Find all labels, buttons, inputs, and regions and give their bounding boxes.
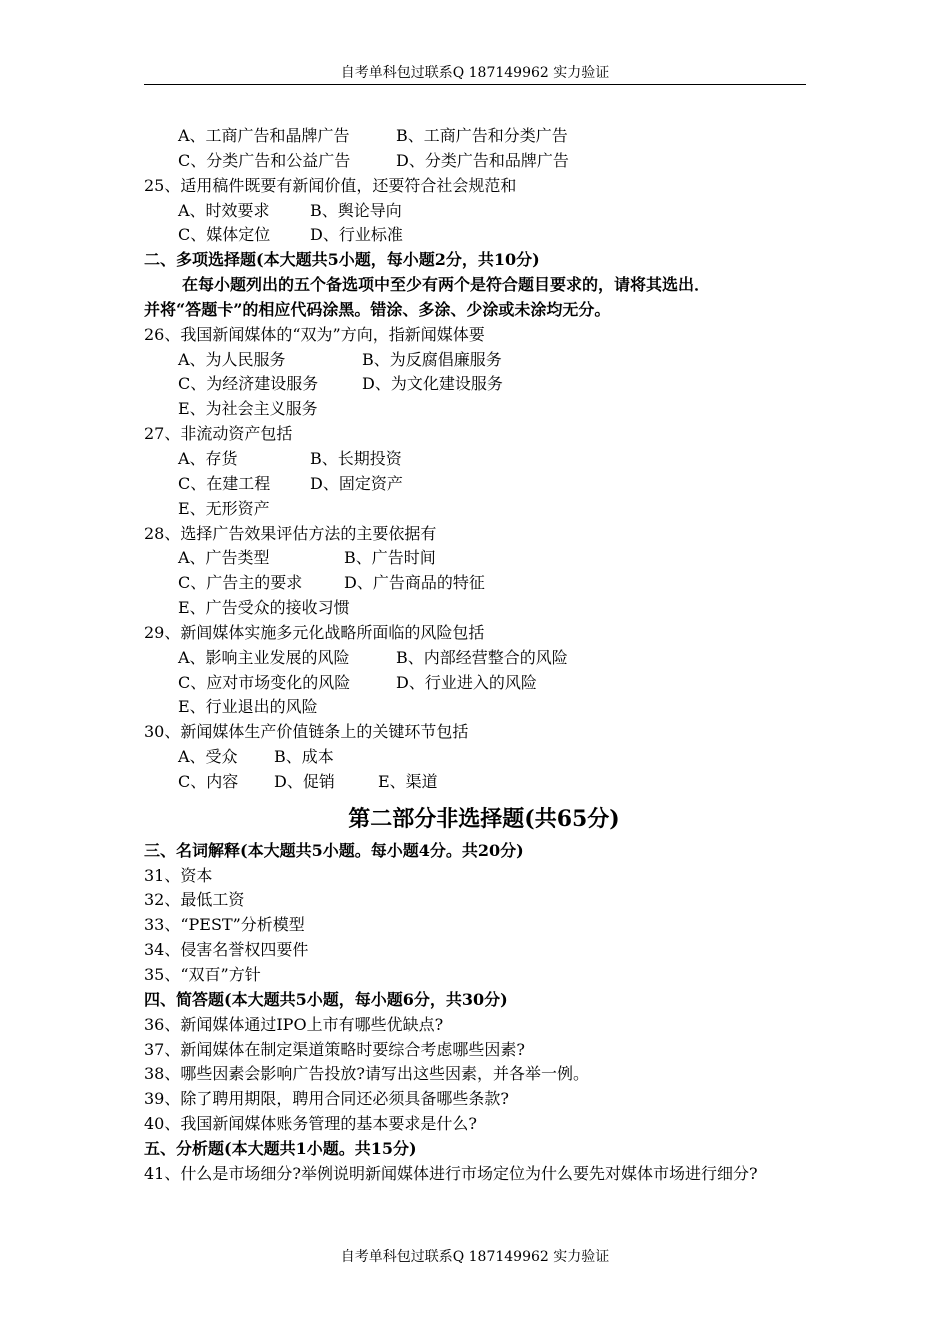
q26-option-b: B、为反腐倡廉服务 [362, 349, 502, 369]
q27-options-row-1 [144, 447, 824, 472]
q24-option-c: C、分类广告和公益广告 [178, 150, 351, 170]
q27-option-a: A、存货 [178, 448, 238, 468]
question-item: 40、我国新闻媒体账务管理的基本要求是什么? [144, 1114, 477, 1134]
q29-options-row-1 [144, 646, 824, 671]
question-item: 33、“PEST”分析模型 [144, 915, 305, 935]
section-4-title: 四、简答题(本大题共5小题，每小题6分，共30分) [144, 989, 508, 1009]
q25-stem: 25、适用稿件既要有新闻价值，还要符合社会规范和 [144, 175, 517, 195]
q26-option-d: D、为文化建设服务 [362, 374, 503, 394]
q30-option-b: B、成本 [274, 747, 334, 767]
q30-option-c: C、内容 [178, 771, 239, 791]
q25-option-d: D、行业标准 [310, 225, 403, 245]
q26-option-e: E、为社会主义服务 [178, 399, 318, 419]
q30-options-row-1 [144, 745, 824, 770]
q29-option-c: C、应对市场变化的风险 [178, 672, 351, 692]
q26-options-row-3 [144, 397, 824, 422]
q30-option-e: E、渠道 [378, 771, 438, 791]
question-item: 38、哪些因素会影响广告投放?请写出这些因素，并各举一例。 [144, 1064, 589, 1084]
question-item: 32、最低工资 [144, 890, 245, 910]
q25-option-b: B、舆论导向 [310, 200, 402, 220]
question-item: 41、什么是市场细分?举例说明新闻媒体进行市场定位为什么要先对媒体市场进行细分? [144, 1163, 758, 1183]
q26-options-row-1 [144, 348, 824, 373]
q28-option-c: C、广告主的要求 [178, 573, 303, 593]
q30-stem: 30、新闻媒体生产价值链条上的关键环节包括 [144, 722, 469, 742]
question-item: 36、新闻媒体通过IPO上市有哪些优缺点? [144, 1014, 444, 1034]
q29-options-row-2 [144, 671, 824, 696]
section-5-title: 五、分析题(本大题共1小题。共15分) [144, 1138, 417, 1158]
q28-stem: 28、选择广告效果评估方法的主要依据有 [144, 523, 437, 543]
q28-option-b: B、广告时间 [344, 548, 436, 568]
q26-stem: 26、我国新闻媒体的“双为”方向，指新闻媒体要 [144, 324, 485, 344]
q28-options-row-3 [144, 596, 824, 621]
q27-options-row-2 [144, 472, 824, 497]
q29-option-d: D、行业进入的风险 [396, 672, 537, 692]
q28-options-row-1 [144, 546, 824, 571]
section-2-title: 二、多项选择题(本大题共5小题，每小题2分，共10分) [144, 250, 540, 270]
document-body [144, 124, 824, 1187]
q26-option-c: C、为经济建设服务 [178, 374, 319, 394]
q24-option-a: A、工商广告和晶牌广告 [178, 126, 350, 145]
question-item: 31、资本 [144, 865, 213, 885]
q28-options-row-2 [144, 571, 824, 596]
q27-option-e: E、无形资产 [178, 498, 270, 518]
q29-option-a: A、影响主业发展的风险 [178, 647, 350, 667]
q27-stem: 27、非流动资产包括 [144, 424, 293, 444]
q29-option-e: E、行业退出的风险 [178, 697, 318, 717]
q27-option-c: C、在建工程 [178, 473, 271, 493]
q28-option-d: D、广告商品的特征 [344, 573, 485, 593]
question-item: 34、侵害名誉权四要件 [144, 940, 309, 960]
q30-option-a: A、受众 [178, 747, 238, 767]
q29-option-b: B、内部经营整合的风险 [396, 647, 568, 667]
q28-option-e: E、广告受众的接收习惯 [178, 598, 350, 618]
section-2-instruction-2: 并将“答题卡”的相应代码涂黑。错涂、多涂、少涂或未涂均无分。 [144, 299, 611, 319]
q24-options-row-1 [144, 124, 824, 149]
q29-options-row-3 [144, 695, 824, 720]
page-header: 自考单科包过联系Q 187149962 实力验证 [144, 63, 806, 85]
q30-options-row-2 [144, 770, 824, 795]
question-item: 35、“双百”方针 [144, 965, 261, 984]
q26-options-row-2 [144, 372, 824, 397]
q25-option-a: A、时效要求 [178, 200, 270, 220]
question-item: 37、新闻媒体在制定渠道策略时要综合考虑哪些因素? [144, 1039, 525, 1059]
q27-option-b: B、长期投资 [310, 448, 402, 468]
q24-option-b: B、工商广告和分类广告 [396, 126, 568, 145]
q27-options-row-3 [144, 497, 824, 522]
q26-option-a: A、为人民服务 [178, 349, 286, 369]
q30-option-d: D、促销 [274, 771, 335, 791]
q25-options-row-2 [144, 223, 824, 248]
q29-stem: 29、新闾媒体实施多元化战略所面临的风险包括 [144, 622, 485, 642]
question-item: 39、除了聘用期限，聘用合同还必须具备哪些条款? [144, 1089, 509, 1109]
q28-option-a: A、广告类型 [178, 548, 270, 568]
q24-option-d: D、分类广告和品牌广告 [396, 150, 569, 170]
q25-option-c: C、媒体定位 [178, 225, 271, 245]
q24-options-row-2 [144, 149, 824, 174]
q25-options-row-1 [144, 199, 824, 224]
section-3-title: 三、名词解释(本大题共5小题。每小题4分。共20分) [144, 840, 524, 860]
part-2-title: 第二部分非选择题(共65分) [348, 805, 620, 832]
q27-option-d: D、固定资产 [310, 473, 403, 493]
section-2-instruction-1: 在每小题列出的五个备选项中至少有两个是符合题目要求的，请将其选出． [182, 275, 711, 295]
page-footer: 自考单科包过联系Q 187149962 实力验证 [340, 1249, 610, 1265]
